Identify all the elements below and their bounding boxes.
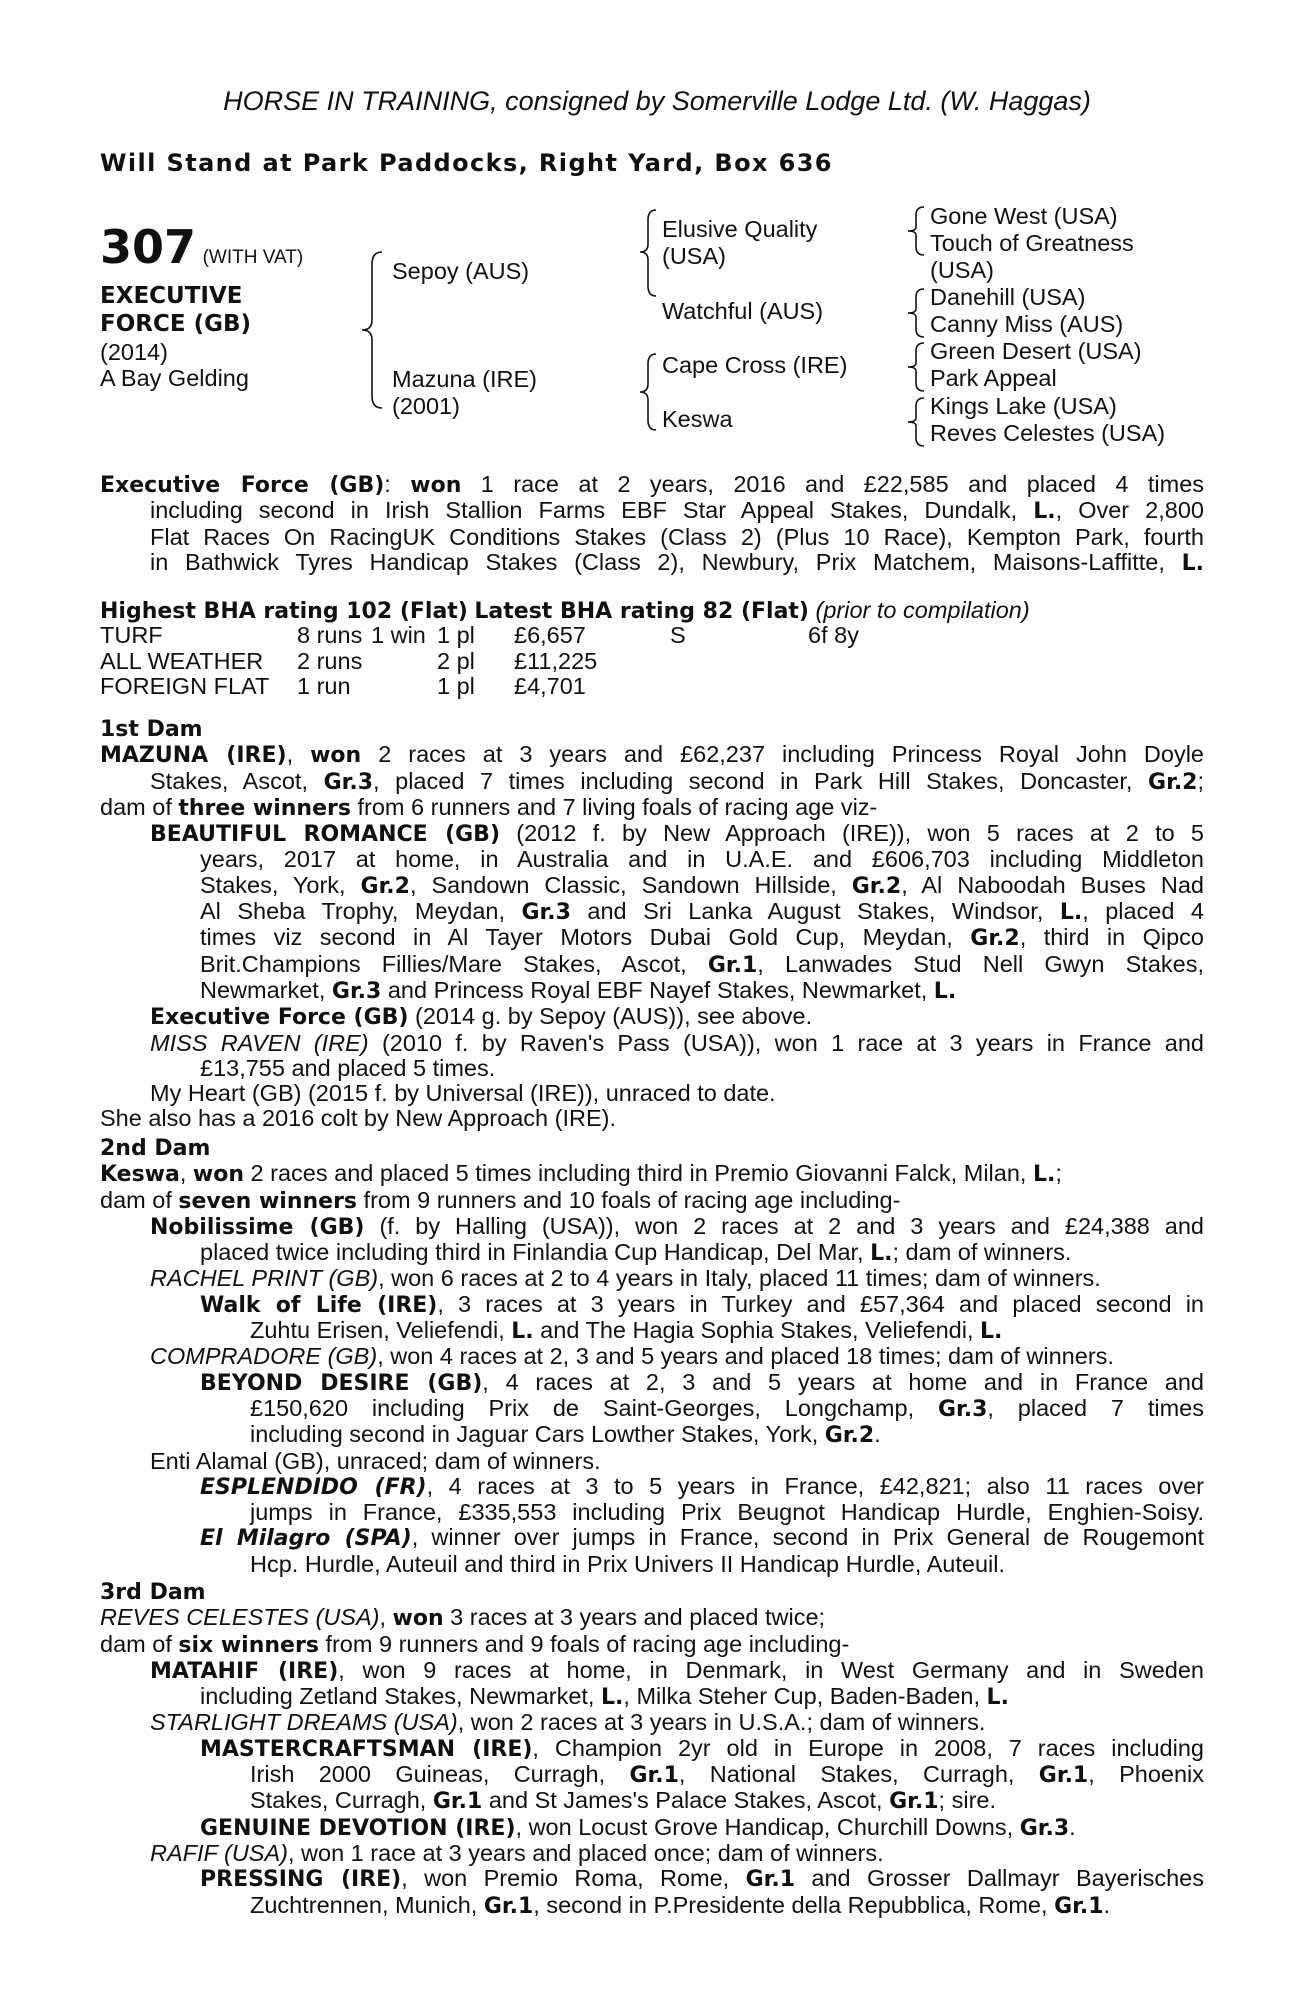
summary-line2a: including second in Irish Stallion Farms EBF Star Appeal Stakes, Dundalk,: [150, 497, 1034, 524]
summary-listed-mark: L.: [1033, 499, 1056, 525]
third-dam-text2b: from 9 runners and 9 foals of racing age including-: [318, 1630, 850, 1657]
progeny-text: Al Sheba Trophy, Meydan,: [200, 898, 522, 925]
progeny-name: El Milagro (SPA): [200, 1526, 412, 1552]
stats-prize: £6,657: [514, 622, 586, 648]
progeny-text: (2010 f. by Raven's Pass (USA)), won 1 race at 3 years in France and: [368, 1029, 1204, 1056]
stats-prize: £4,701: [514, 673, 586, 699]
page-title: HORSE IN TRAINING, consigned by Somerville Lodge Ltd. (W. Haggas): [223, 86, 1091, 116]
progeny-text: , Al Naboodah Buses Nad: [901, 871, 1204, 898]
first-dam-colt-note: She also has a 2016 colt by New Approach (IRE).: [100, 1105, 616, 1132]
progeny-text: , won 1 race at 3 years and placed once; dam of winners.: [287, 1839, 884, 1866]
pedigree-gen3-7: Kings Lake (USA): [930, 393, 1117, 419]
progeny-text: , placed 4: [1082, 898, 1204, 925]
progeny-text: , Milka Steher Cup, Baden-Baden,: [623, 1683, 987, 1710]
progeny-text: Stakes, Curragh,: [250, 1787, 433, 1814]
first-dam-heading: 1st Dam: [100, 717, 203, 742]
grade-mark: Gr.1: [1054, 1893, 1104, 1919]
progeny-text: times viz second in Al Tayer Motors Dubai Gold Cup, Meydan,: [200, 924, 971, 951]
pedigree-brace-g56: [906, 341, 926, 393]
progeny-name: Nobilissime (GB): [150, 1214, 365, 1240]
stats-runs: 1 run: [297, 673, 351, 699]
progeny-text: , winner over jumps in France, second in Prix General de Rougemont: [411, 1524, 1204, 1551]
ratings-note: (prior to compilation): [815, 597, 1030, 623]
grade-mark: Gr.1: [707, 952, 758, 978]
grade-mark: Gr.3: [323, 769, 374, 795]
racing-stats-table: [100, 623, 859, 700]
race-summary: Executive Force (GB): won 1 race at 2 years, 2016 and £22,585 and placed 4 times including second in Irish Stallion Farms EBF Star Appeal Stakes, Dundalk, L., Over 2,800 Flat Races On RacingUK Conditions Stakes (Class 2) (Plus 10 Race), Kempton Park, fourth in Bathwick Tyres Handicap Stakes (Class 2), Newbury, Prix Matchem, Maisons-Laffitte, L.: [100, 471, 1205, 576]
pedigree-brace-g78: [906, 396, 926, 448]
grade-mark: Gr.2: [360, 873, 410, 899]
progeny-text: , second in P.Presidente della Repubblica, Rome,: [533, 1891, 1055, 1918]
progeny-name: GENUINE DEVOTION (IRE): [200, 1815, 516, 1841]
second-dam-text2b: from 9 runners and 10 foals of racing age including-: [357, 1186, 901, 1213]
table-row: [100, 623, 859, 649]
pedigree-brace-g12: [906, 205, 926, 257]
second-dam-text1a: 2 races and placed 5 times including third in Premio Giovanni Falck, Milan,: [244, 1160, 1033, 1187]
third-dam-text2a: dam of: [100, 1630, 179, 1657]
progeny-text: , won 4 races at 2, 3 and 5 years and placed 18 times; dam of winners.: [377, 1343, 1114, 1370]
grade-mark: Gr.3: [331, 978, 382, 1004]
horse-name-line2: FORCE (GB): [100, 311, 252, 337]
pedigree-sire: Sepoy (AUS): [392, 258, 530, 284]
progeny-name: Executive Force (GB): [150, 1005, 409, 1031]
stats-prize: £11,225: [514, 647, 598, 674]
vat-note: (WITH VAT): [202, 247, 304, 268]
progeny-text: jumps in France, £335,553 including Prix Beugnot Handicap Hurdle, Enghien-Soisy.: [250, 1499, 1204, 1526]
progeny-name: Walk of Life (IRE): [200, 1292, 438, 1318]
first-dam-winners: three winners: [178, 795, 351, 821]
lot-number-row: [100, 220, 303, 274]
pedigree-gen3-8: Reves Celestes (USA): [930, 420, 1166, 446]
progeny-name: MASTERCRAFTSMAN (IRE): [200, 1736, 533, 1762]
stats-wins: [371, 674, 437, 700]
first-dam-text3b: from 6 runners and 7 living foals of racing age viz-: [350, 793, 878, 820]
pedigree-gen3-6: Park Appeal: [930, 365, 1057, 391]
progeny-name: STARLIGHT DREAMS (USA): [150, 1709, 458, 1736]
progeny-text: , won 2 races at 3 years in U.S.A.; dam of winners.: [457, 1709, 986, 1736]
pedigree-brace-sire: [638, 208, 658, 298]
progeny-name: PRESSING (IRE): [200, 1867, 402, 1893]
progeny-text: and The Hagia Sophia Stakes, Veliefendi,: [533, 1317, 981, 1344]
progeny-text: placed twice including third in Finlandia Cup Handicap, Del Mar,: [200, 1239, 871, 1266]
pedigree-gen3-2-line2: (USA): [930, 257, 994, 283]
progeny-text: £13,755 and placed 5 times.: [200, 1054, 496, 1081]
progeny-text: including Zetland Stakes, Newmarket,: [200, 1683, 601, 1710]
first-dam-text2b: , placed 7 times including second in Park Hill Stakes, Doncaster,: [373, 767, 1149, 794]
grade-mark: Gr.1: [483, 1893, 534, 1919]
summary-line4: in Bathwick Tyres Handicap Stakes (Class 2), Newbury, Prix Matchem, Maisons-Laffitte,: [150, 548, 1182, 575]
stats-distance: 6f 8y: [808, 622, 859, 648]
progeny-text: , won 6 races at 2 to 4 years in Italy, placed 11 times; dam of winners.: [378, 1265, 1101, 1292]
progeny-text: .: [1103, 1891, 1111, 1918]
third-dam-name: REVES CELESTES (USA): [100, 1604, 380, 1631]
progeny-text: , placed 7 times: [987, 1394, 1204, 1421]
grade-mark: Gr.1: [1038, 1763, 1089, 1789]
stats-going: [670, 649, 808, 675]
grade-mark: Gr.2: [970, 926, 1020, 952]
pedigree-sire-sire-line2: (USA): [662, 243, 726, 269]
third-dam-won: won: [392, 1606, 444, 1632]
grade-mark: Gr.3: [1019, 1815, 1070, 1841]
table-row: [100, 649, 859, 675]
progeny-name: MISS RAVEN (IRE): [150, 1029, 369, 1056]
grade-mark: Gr.2: [824, 1423, 875, 1449]
first-dam-text1: 2 races at 3 years and £62,237 including Princess Royal John Doyle: [361, 741, 1204, 768]
progeny-text: , third in Qipco: [1019, 924, 1205, 951]
latest-rating: Latest BHA rating 82 (Flat): [474, 599, 809, 624]
listed-mark: L.: [1059, 900, 1083, 926]
progeny-name: COMPRADORE (GB): [150, 1343, 378, 1370]
pedigree-dam-dam: Keswa: [662, 406, 733, 432]
horse-name-line1: EXECUTIVE: [100, 283, 243, 309]
progeny-text: Newmarket,: [200, 976, 332, 1003]
grade-mark: Gr.1: [745, 1867, 796, 1893]
listed-mark: L.: [986, 1685, 1009, 1711]
progeny-text: (2012 f. by New Approach (IRE)), won 5 races at 2 to 5: [500, 820, 1205, 847]
stats-wins: 1 win: [371, 622, 426, 648]
progeny-text: (f. by Halling (USA)), won 2 races at 2 and 3 years and £24,388 and: [364, 1212, 1204, 1239]
stats-wins: [371, 649, 437, 675]
progeny-text: Irish 2000 Guineas, Curragh,: [250, 1761, 630, 1788]
progeny-text: , 3 races at 3 years in Turkey and £57,364 and placed second in: [437, 1290, 1204, 1317]
horse-description: A Bay Gelding: [100, 365, 249, 391]
second-dam-section: 2nd Dam Keswa, won 2 races and placed 5 times including third in Premio Giovanni Falck, Milan, L.; dam of seven winners from 9 runners and 10 foals of racing age including- Nobilissime (GB) (f. by Halling (USA)), won 2 races at 2 and 3 years and £24,388 and placed twice including third in Finlandia Cup Handicap, Del Mar, L.; dam of winners. RACHEL PRINT (GB), won 6 races at 2 to 4 years in Italy, placed 11 times; dam of winners. Walk of Life (IRE), 3 races at 3 years in Turkey and £57,364 and placed second in Zuhtu Erisen, Veliefendi, L. and The Hagia Sophia Stakes, Veliefendi, L. COMPRADORE (GB), won 4 races at 2, 3 and 5 years and placed 18 times; dam of winners. BEYOND DESIRE (GB), 4 races at 2, 3 and 5 years at home and in France and £150,620 including Prix de Saint-Georges, Longchamp, Gr.3, placed 7 times including second in Jaguar Cars Lowther Stakes, York, Gr.2. Enti Alamal (GB), unraced; dam of winners. ESPLENDIDO (FR), 4 races at 3 to 5 years in France, £42,821; also 11 races over jumps in France, £335,553 including Prix Beugnot Handicap Hurdle, Enghien-Soisy. El Milagro (SPA), winner over jumps in France, second in Prix General de Rougemont Hcp. Hurdle, Auteuil and third in Prix Univers II Handicap Hurdle, Auteuil.: [100, 1136, 1204, 1577]
pedigree-gen3-5: Green Desert (USA): [930, 338, 1142, 364]
third-dam-heading: 3rd Dam: [100, 1580, 206, 1605]
stats-surface: TURF: [100, 622, 163, 648]
grade-mark: Gr.2: [851, 873, 902, 899]
first-dam-text2a: Stakes, Ascot,: [150, 767, 324, 794]
first-dam-text2c: ;: [1197, 767, 1205, 794]
stats-distance: [808, 674, 859, 700]
stats-surface: ALL WEATHER: [100, 647, 264, 674]
progeny-text: and Grosser Dallmayr Bayerisches: [795, 1865, 1204, 1892]
progeny-text: including second in Jaguar Cars Lowther Stakes, York,: [250, 1421, 825, 1448]
stats-placed: 2 pl: [437, 647, 475, 674]
progeny-text: years, 2017 at home, in Australia and in U.A.E. and £606,703 including Middleton: [200, 846, 1204, 873]
third-dam-separator: ,: [379, 1604, 393, 1631]
summary-line1: 1 race at 2 years, 2016 and £22,585 and placed 4 times: [461, 471, 1205, 497]
first-dam-section: 1st Dam MAZUNA (IRE), won 2 races at 3 years and £62,237 including Princess Royal John Doyle Stakes, Ascot, Gr.3, placed 7 times including second in Park Hill Stakes, Doncaster, Gr.2; dam of three winners from 6 runners and 7 living foals of racing age viz- BEAUTIFUL ROMANCE (GB) (2012 f. by New Approach (IRE)), won 5 races at 2 to 5 years, 2017 at home, in Australia and in U.A.E. and £606,703 including Middleton Stakes, York, Gr.2, Sandown Classic, Sandown Hillside, Gr.2, Al Naboodah Buses Nad Al Sheba Trophy, Meydan, Gr.3 and Sri Lanka August Stakes, Windsor, L., placed 4 times viz second in Al Tayer Motors Dubai Gold Cup, Meydan, Gr.2, third in Qipco Brit.Champions Fillies/Mare Stakes, Ascot, Gr.1, Lanwades Stud Nell Gwyn Stakes, Newmarket, Gr.3 and Princess Royal EBF Nayef Stakes, Newmarket, L. Executive Force (GB) (2014 g. by Sepoy (AUS)), see above. MISS RAVEN (IRE) (2010 f. by Raven's Pass (USA)), won 1 race at 3 years in France and £13,755 and placed 5 times. My Heart (GB) (2015 f. by Universal (IRE)), unraced to date. She also has a 2016 colt by New Approach (IRE).: [100, 717, 1205, 1132]
horse-year: (2014): [100, 339, 168, 365]
progeny-text: (2014 g. by Sepoy (AUS)), see above.: [408, 1003, 813, 1030]
highest-rating: Highest BHA rating 102 (Flat): [100, 599, 468, 624]
third-dam-text1: 3 races at 3 years and placed twice;: [443, 1604, 826, 1631]
third-dam-section: [100, 1580, 1204, 1919]
progeny-text: , won 9 races at home, in Denmark, in West Germany and in Sweden: [338, 1656, 1204, 1683]
progeny-name: BEYOND DESIRE (GB): [200, 1370, 483, 1396]
progeny-text: , 4 races at 3 to 5 years in France, £42,821; also 11 races over: [426, 1472, 1204, 1499]
listed-mark: L.: [870, 1241, 893, 1267]
third-dam-winners: six winners: [178, 1632, 319, 1658]
grade-mark: Gr.1: [629, 1763, 679, 1789]
progeny-text: Hcp. Hurdle, Auteuil and third in Prix Univers II Handicap Hurdle, Auteuil.: [250, 1550, 1005, 1577]
ratings-line: [100, 597, 1030, 624]
pedigree-sire-sire-line1: Elusive Quality: [662, 216, 818, 242]
pedigree-sire-dam: Watchful (AUS): [662, 298, 824, 324]
progeny-text: ; dam of winners.: [892, 1239, 1072, 1266]
grade-mark: Gr.3: [521, 900, 571, 926]
progeny-name: RAFIF (USA): [150, 1839, 288, 1866]
progeny-text: £150,620 including Prix de Saint-Georges, Longchamp,: [250, 1394, 938, 1421]
summary-listed-mark-2: L.: [1181, 550, 1204, 576]
progeny-text: Zuhtu Erisen, Veliefendi,: [250, 1317, 512, 1344]
first-dam-name: MAZUNA (IRE): [100, 743, 287, 769]
second-dam-heading: 2nd Dam: [100, 1136, 211, 1161]
second-dam-name: Keswa: [100, 1162, 180, 1188]
progeny-text: ; sire.: [938, 1787, 997, 1814]
pedigree-gen3-4: Canny Miss (AUS): [930, 311, 1124, 337]
listed-mark: L.: [601, 1685, 624, 1711]
listed-mark: L.: [933, 978, 957, 1004]
second-dam-winners: seven winners: [178, 1188, 358, 1214]
summary-line2b: , Over 2,800: [1055, 497, 1204, 524]
progeny-name: MATAHIF (IRE): [150, 1658, 339, 1684]
progeny-text: , Sandown Classic, Sandown Hillside,: [409, 871, 852, 898]
progeny-text: , Lanwades Stud Nell Gwyn Stakes,: [757, 950, 1204, 977]
listed-mark: L.: [980, 1319, 1003, 1345]
pedigree-brace-main: [360, 250, 384, 410]
pedigree-gen3-3: Danehill (USA): [930, 284, 1086, 310]
summary-won: won: [410, 473, 462, 498]
progeny-text: , won Premio Roma, Rome,: [401, 1865, 746, 1892]
summary-horse-name: Executive Force (GB): [100, 473, 385, 498]
listed-mark: L.: [1032, 1162, 1056, 1188]
grade-mark: Gr.3: [937, 1396, 988, 1422]
progeny-text: and Sri Lanka August Stakes, Windsor,: [570, 898, 1060, 925]
pedigree-dam-sire: Cape Cross (IRE): [662, 352, 848, 378]
second-dam-text1b: ;: [1055, 1160, 1062, 1187]
progeny-entry: Enti Alamal (GB), unraced; dam of winners.: [150, 1447, 601, 1474]
progeny-text: , won Locust Grove Handicap, Churchill Downs,: [515, 1813, 1020, 1840]
progeny-entry: My Heart (GB) (2015 f. by Universal (IRE)), unraced to date.: [150, 1080, 776, 1107]
progeny-text: and Princess Royal EBF Nayef Stakes, Newmarket,: [381, 976, 934, 1003]
progeny-text: Stakes, York,: [200, 871, 361, 898]
pedigree-brace-g34: [906, 287, 926, 339]
progeny-text: and St James's Palace Stakes, Ascot,: [482, 1787, 890, 1814]
progeny-text: .: [1069, 1813, 1076, 1840]
table-row: [100, 674, 859, 700]
pedigree-dam-line2: (2001): [392, 393, 460, 419]
first-dam-won: won: [310, 743, 362, 769]
progeny-text: .: [874, 1421, 881, 1448]
second-dam-text2a: dam of: [100, 1186, 179, 1213]
stats-going: [670, 674, 808, 700]
progeny-text: , National Stakes, Curragh,: [678, 1761, 1039, 1788]
summary-line3: Flat Races On RacingUK Conditions Stakes (Class 2) (Plus 10 Race), Kempton Park, fourth: [150, 523, 1204, 550]
grade-mark: Gr.1: [432, 1789, 483, 1815]
second-dam-won: won: [192, 1162, 245, 1188]
pedigree-gen3-1: Gone West (USA): [930, 203, 1118, 229]
listed-mark: L.: [511, 1319, 534, 1345]
first-dam-text3a: dam of: [100, 793, 179, 820]
stats-runs: 8 runs: [297, 622, 363, 648]
progeny-name: BEAUTIFUL ROMANCE (GB): [150, 822, 501, 848]
grade-mark: Gr.1: [889, 1789, 939, 1815]
grade-mark: Gr.2: [1148, 769, 1198, 795]
stats-placed: 1 pl: [437, 622, 475, 648]
progeny-text: , 4 races at 2, 3 and 5 years at home and in France and: [482, 1368, 1204, 1395]
pedigree-gen3-2-line1: Touch of Greatness: [930, 230, 1134, 256]
stats-runs: 2 runs: [297, 647, 363, 674]
stats-going: S: [670, 622, 686, 648]
pedigree-brace-dam: [638, 352, 658, 432]
pedigree-dam-line1: Mazuna (IRE): [392, 366, 537, 392]
stats-placed: 1 pl: [437, 673, 475, 699]
progeny-name: ESPLENDIDO (FR): [200, 1474, 427, 1500]
progeny-text: Brit.Champions Fillies/Mare Stakes, Ascot,: [200, 950, 708, 977]
progeny-text: , Phoenix: [1088, 1761, 1205, 1788]
progeny-name: RACHEL PRINT (GB): [150, 1265, 379, 1292]
lot-number: 307: [100, 220, 197, 274]
progeny-text: , Champion 2yr old in Europe in 2008, 7 races including: [532, 1734, 1204, 1761]
stats-distance: [808, 649, 859, 675]
stats-surface: FOREIGN FLAT: [100, 673, 270, 699]
progeny-text: Zuchtrennen, Munich,: [250, 1891, 484, 1918]
stand-location: Will Stand at Park Paddocks, Right Yard, Box 636: [100, 149, 833, 177]
